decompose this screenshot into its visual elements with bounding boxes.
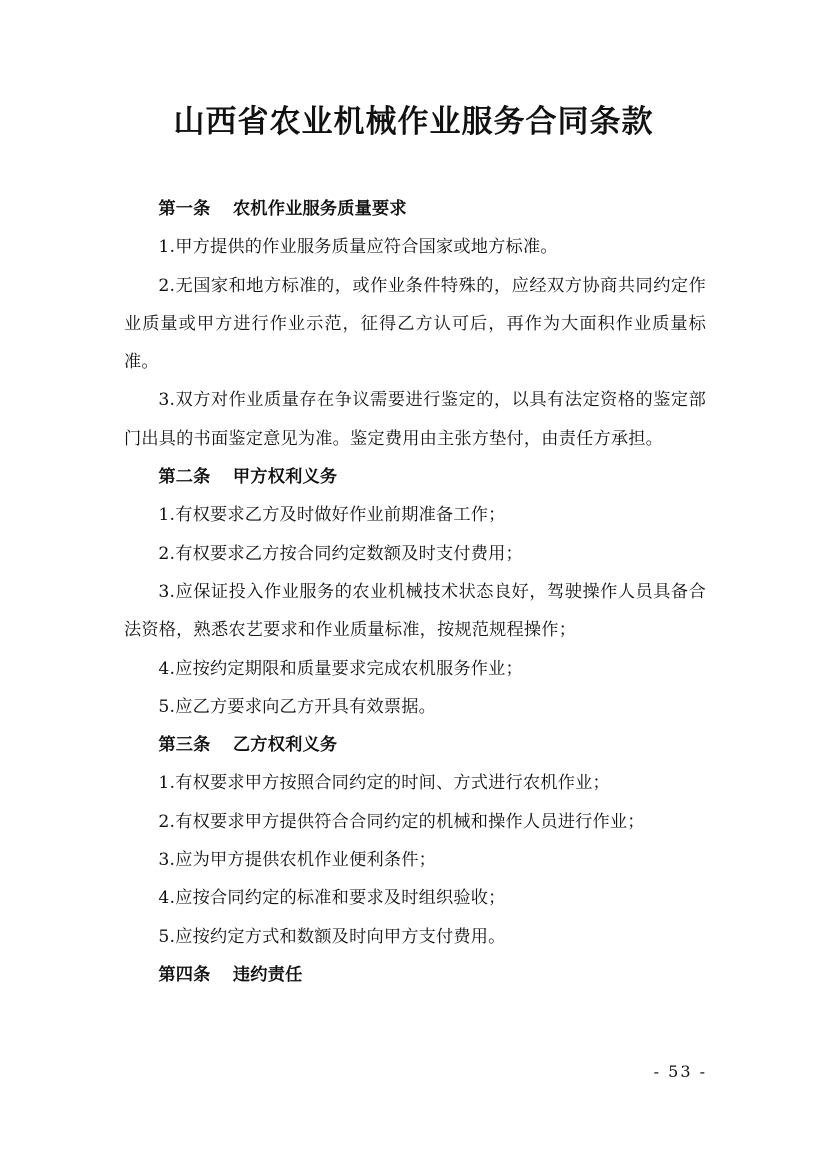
clause-item: 1.甲方提供的作业服务质量应符合国家或地方标准。	[158, 237, 558, 258]
section-heading	[124, 726, 706, 764]
clause-item: 2.无国家和地方标准的，或作业条件特殊的，应经双方协商共同约定作业质量或甲方进行作业示范，征得乙方认可后，再作为大面积作业质量标准。	[124, 275, 706, 373]
section-title: 农机作业服务质量要求	[232, 199, 407, 219]
section-heading	[124, 458, 706, 496]
clause-item: 2.有权要求甲方提供符合合同约定的机械和操作人员进行作业；	[158, 811, 645, 832]
clause-item: 2.有权要求乙方按合同约定数额及时支付费用；	[158, 543, 523, 564]
document-body	[124, 190, 706, 994]
section-heading	[124, 190, 706, 228]
section-number: 第一条	[158, 199, 211, 219]
clause-item: 1.有权要求乙方及时做好作业前期准备工作；	[158, 505, 506, 526]
page-number: - 53 -	[653, 1062, 707, 1081]
clause-item: 5.应按约定方式和数额及时向甲方支付费用。	[158, 926, 506, 947]
section-heading	[124, 956, 706, 994]
clause-item: 1.有权要求甲方按照合同约定的时间、方式进行农机作业；	[158, 773, 610, 794]
clause-item: 3.双方对作业质量存在争议需要进行鉴定的，以具有法定资格的鉴定部门出具的书面鉴定意见为准。鉴定费用由主张方垫付，由责任方承担。	[124, 390, 706, 449]
section-title: 乙方权利义务	[232, 735, 338, 756]
section-number: 第三条	[158, 735, 211, 756]
section-number: 第四条	[158, 964, 211, 985]
clause-item: 4.应按约定期限和质量要求完成农机服务作业；	[158, 658, 523, 679]
section-title: 违约责任	[232, 964, 303, 985]
section-number: 第二条	[158, 467, 211, 488]
clause-item: 5.应乙方要求向乙方开具有效票据。	[158, 696, 437, 717]
clause-item: 3.应保证投入作业服务的农业机械技术状态良好，驾驶操作人员具备合法资格，熟悉农艺要求和作业质量标准，按规范规程操作；	[124, 581, 706, 641]
clause-item: 4.应按合同约定的标准和要求及时组织验收；	[158, 888, 506, 909]
document-title: 山西省农业机械作业服务合同条款	[173, 104, 654, 140]
clause-item: 3.应为甲方提供农机作业便利条件；	[158, 850, 437, 871]
section-title: 甲方权利义务	[232, 467, 338, 488]
